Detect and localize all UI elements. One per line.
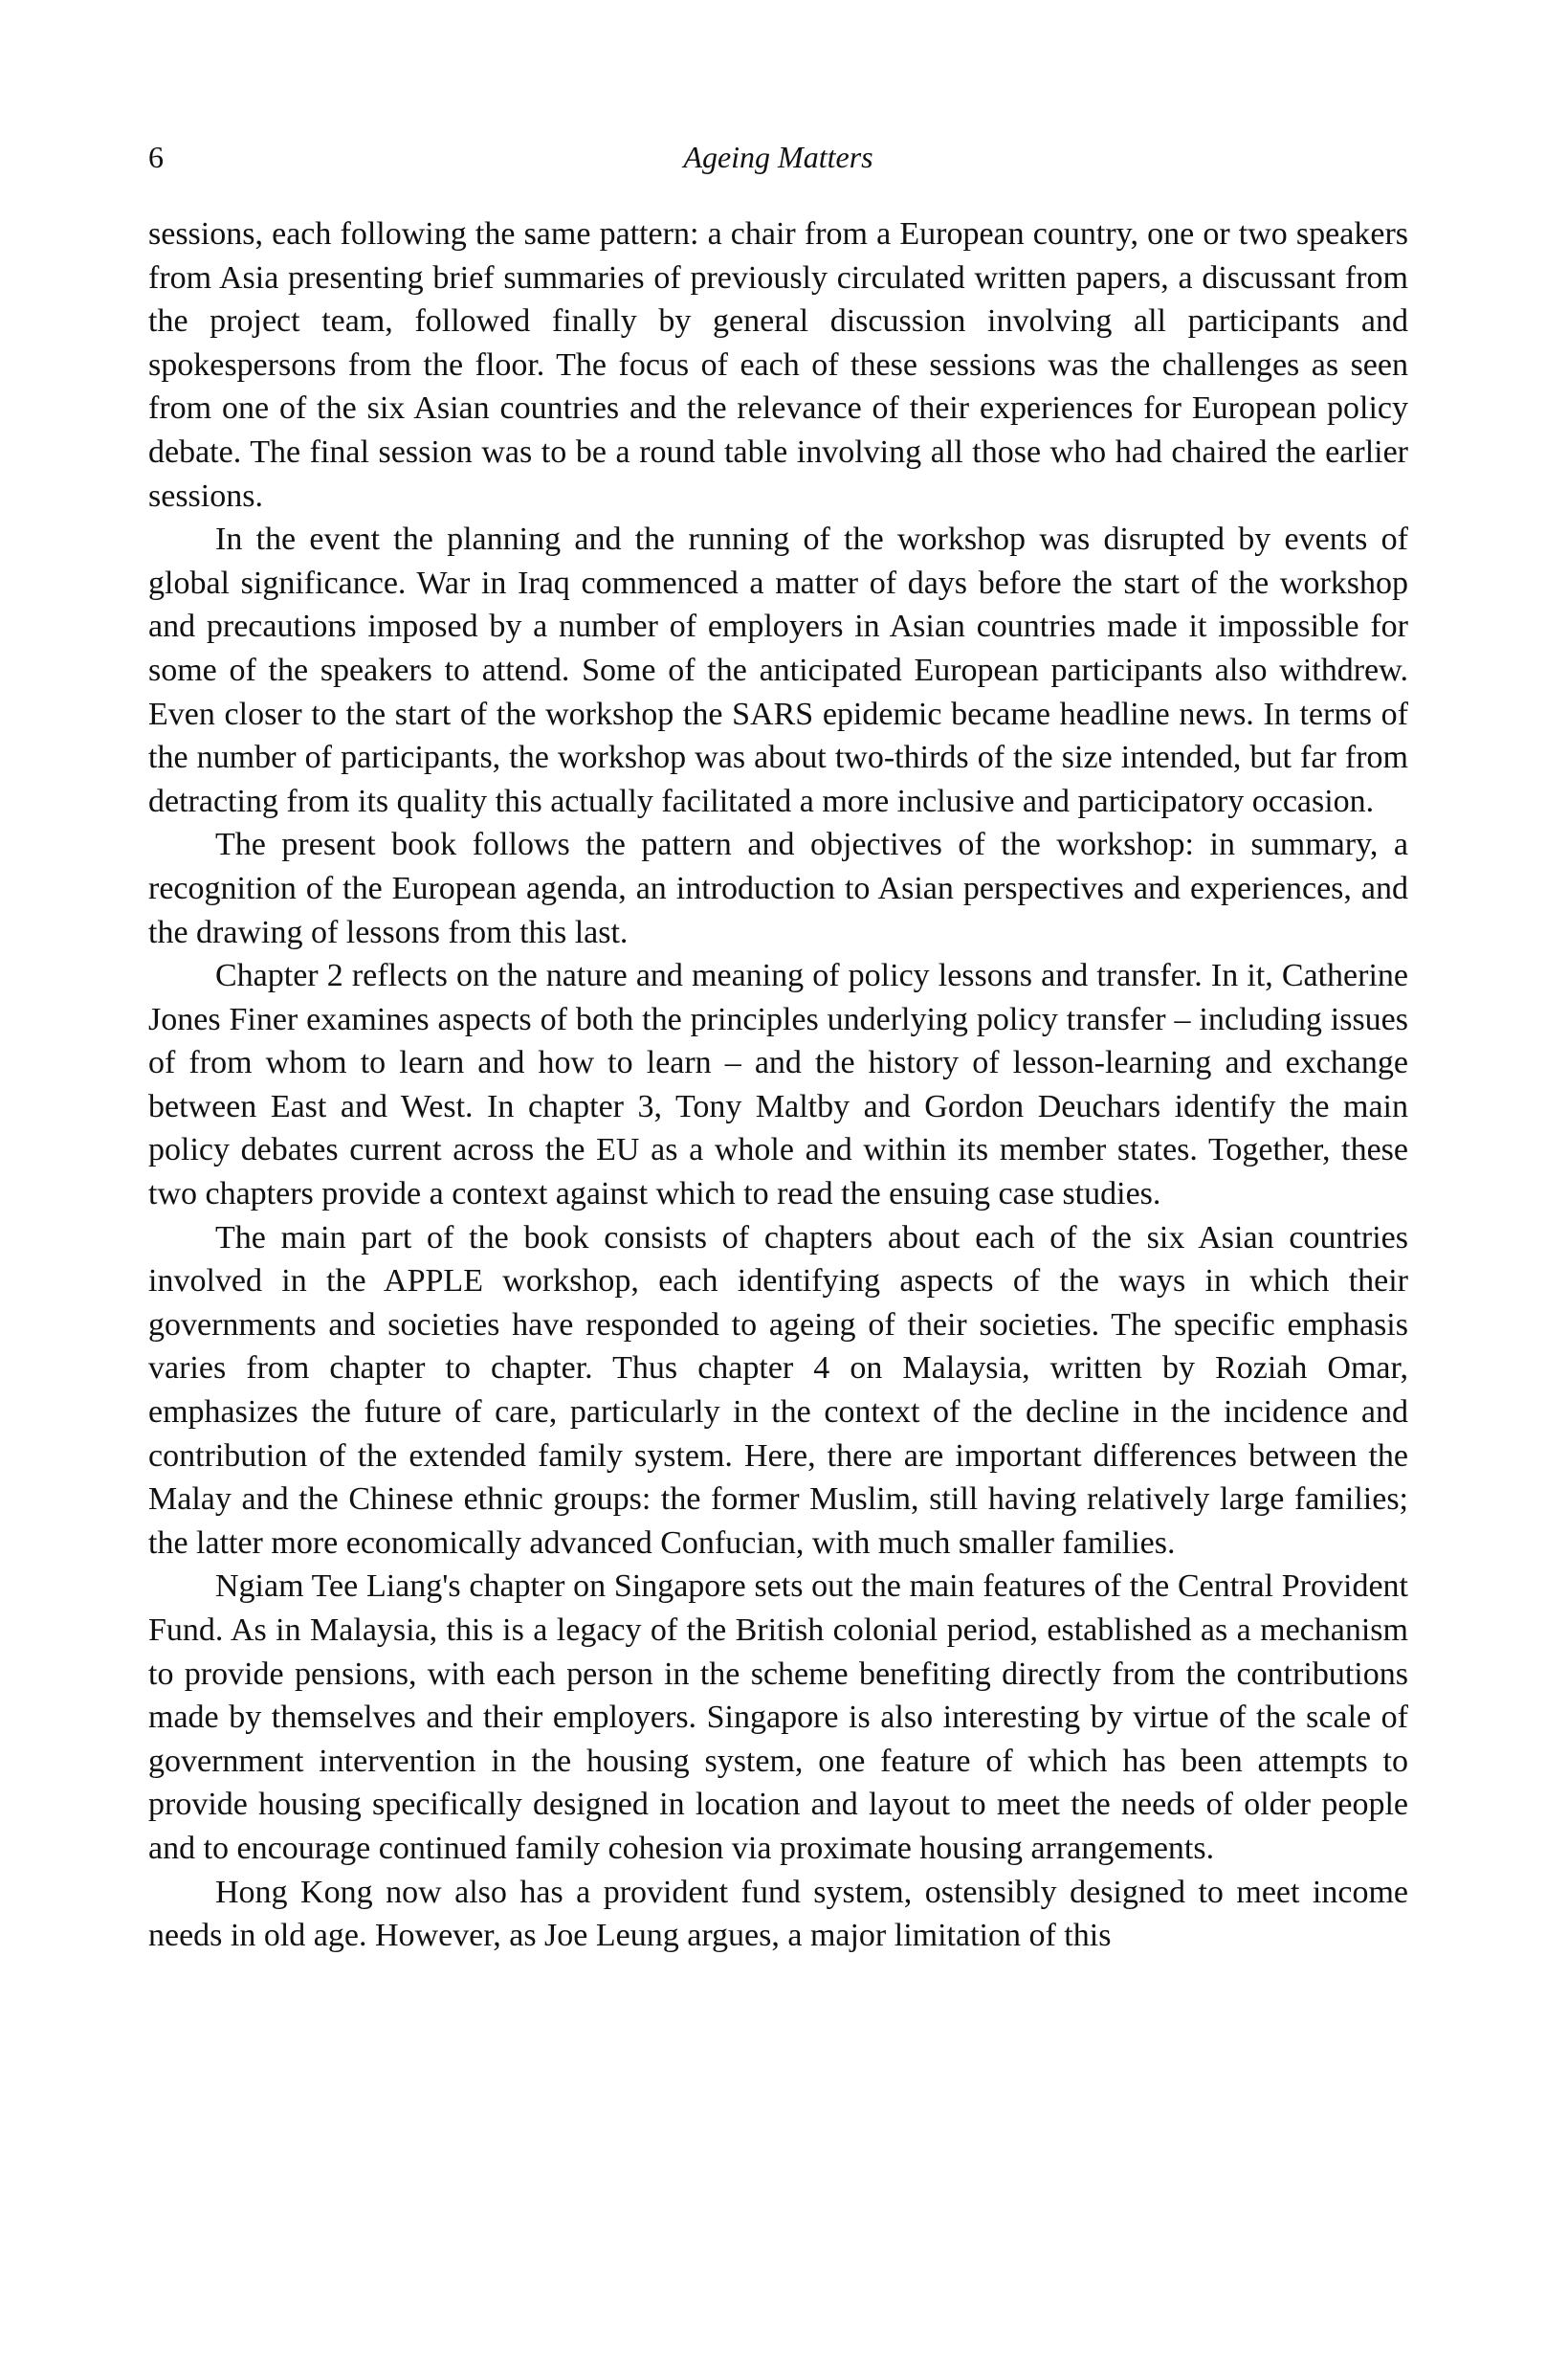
book-title: Ageing Matters <box>683 140 873 174</box>
paragraph-book-pattern: The present book follows the pattern and objectives of the workshop: in summary, a recognition of the European agenda, an introduction to Asian perspectives and experiences, and the drawing of lessons from this last. <box>148 827 1408 950</box>
page-number: 6 <box>148 140 164 174</box>
paragraph-chapter-2-3: Chapter 2 reflects on the nature and meaning of policy lessons and transfer. In it, Catherine Jones Finer examines aspects of both the principles underlying policy transfer – including issues of from whom to learn and how to learn – and the history of lesson-learning and exchange between East and West. In chapter 3, Tony Maltby and Gordon Deuchars identify the main policy debates current across the EU as a whole and within its member states. Together, these two chapters provide a context against which to read the ensuing case studies. <box>148 958 1408 1212</box>
running-head <box>148 136 1408 178</box>
paragraph-country-chapters: The main part of the book consists of chapters about each of the six Asian countries involved in the APPLE workshop, each identifying aspects of the ways in which their governments and societies have responded to ageing of their societies. The specific emphasis varies from chapter to chapter. Thus chapter 4 on Malaysia, written by Roziah Omar, emphasizes the future of care, particularly in the context of the decline in the incidence and contribution of the extended family system. Here, there are important differences between the Malay and the Chinese ethnic groups: the former Muslim, still having relatively large families; the latter more economically advanced Confucian, with much smaller families. <box>148 1219 1408 1561</box>
paragraph-singapore: Ngiam Tee Liang's chapter on Singapore sets out the main features of the Central Provident Fund. As in Malaysia, this is a legacy of the British colonial period, established as a mechanism to provide pensions, with each person in the scheme benefiting directly from the contributions made by themselves and their employers. Singapore is also interesting by virtue of the scale of government intervention in the housing system, one feature of which has been attempts to provide housing specifically designed in location and layout to meet the needs of older people and to encourage continued family cohesion via proximate housing arrangements. <box>148 1568 1408 1866</box>
paragraph-workshop-disruption: In the event the planning and the running of the workshop was disrupted by events of global significance. War in Iraq commenced a matter of days before the start of the workshop and precautions imposed by a number of employers in Asian countries made it impossible for some of the speakers to attend. Some of the anticipated European participants also withdrew. Even closer to the start of the workshop the SARS epidemic became headline news. In terms of the number of participants, the workshop was about two-thirds of the size intended, but far from detracting from its quality this actually facilitated a more inclusive and participatory occasion. <box>148 522 1408 819</box>
paragraph-continued: sessions, each following the same pattern: a chair from a European country, one or two speakers from Asia presenting brief summaries of previously circulated written papers, a discussant from the project team, followed finally by general discussion involving all participants and spokespersons from the floor. The focus of each of these sessions was the challenges as seen from one of the six Asian countries and the relevance of their experiences for European policy debate. The final session was to be a round table involving all those who had chaired the earlier sessions. <box>148 216 1408 514</box>
paragraph-hong-kong: Hong Kong now also has a provident fund system, ostensibly designed to meet income needs in old age. However, as Joe Leung argues, a major limitation of this <box>148 1874 1408 1954</box>
body-text <box>148 212 1408 1958</box>
